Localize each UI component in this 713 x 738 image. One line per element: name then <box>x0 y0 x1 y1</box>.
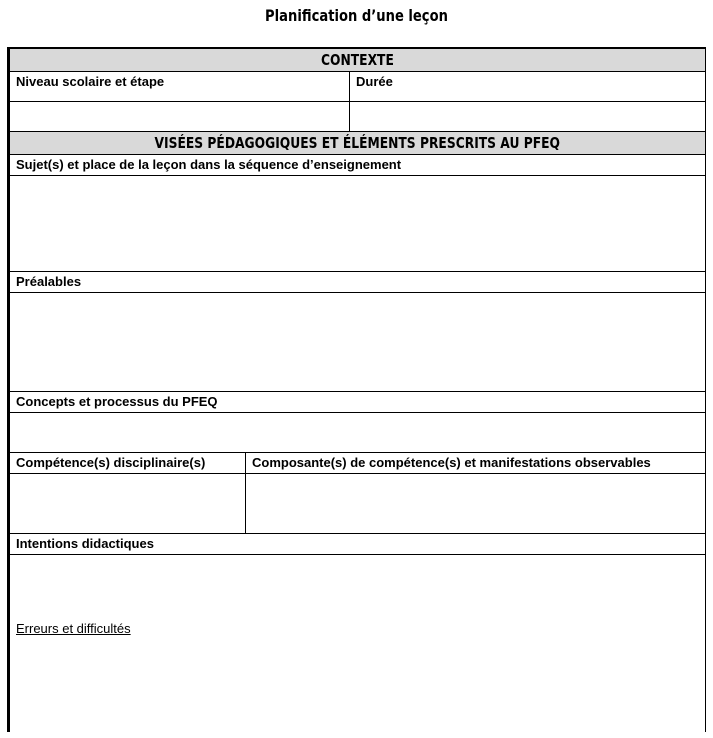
competences-values-row <box>10 474 705 534</box>
niveau-label: Niveau scolaire et étape <box>10 72 350 101</box>
concepts-label: Concepts et processus du PFEQ <box>10 392 705 413</box>
context-labels-row <box>10 72 705 102</box>
context-values-row <box>10 102 705 132</box>
lesson-plan-form <box>7 47 706 732</box>
concepts-field[interactable] <box>10 413 705 453</box>
prealables-field[interactable] <box>10 293 705 392</box>
niveau-field[interactable] <box>10 102 350 131</box>
page-title: Planification d’une leçon <box>265 6 448 25</box>
contexte-header <box>10 49 705 72</box>
intentions-label: Intentions didactiques <box>10 534 705 555</box>
visees-header-label: VISÉES PÉDAGOGIQUES ET ÉLÉMENTS PRESCRITS AU PFEQ <box>154 134 561 152</box>
composantes-label: Composante(s) de compétence(s) et manifestations observables <box>252 455 651 470</box>
visees-header <box>10 132 705 155</box>
competences-label: Compétence(s) disciplinaire(s) <box>10 453 246 473</box>
sujet-label: Sujet(s) et place de la leçon dans la séquence d’enseignement <box>10 155 705 176</box>
contexte-header-label: CONTEXTE <box>321 51 394 69</box>
erreurs-label: Erreurs et difficultés <box>16 621 131 636</box>
competences-field[interactable] <box>10 474 246 533</box>
prealables-label: Préalables <box>10 272 705 293</box>
composantes-field[interactable] <box>246 474 705 533</box>
duree-label: Durée <box>356 74 393 89</box>
intentions-field[interactable] <box>10 555 705 734</box>
sujet-field[interactable] <box>10 176 705 272</box>
competences-labels-row <box>10 453 705 474</box>
duree-field[interactable] <box>350 102 705 131</box>
